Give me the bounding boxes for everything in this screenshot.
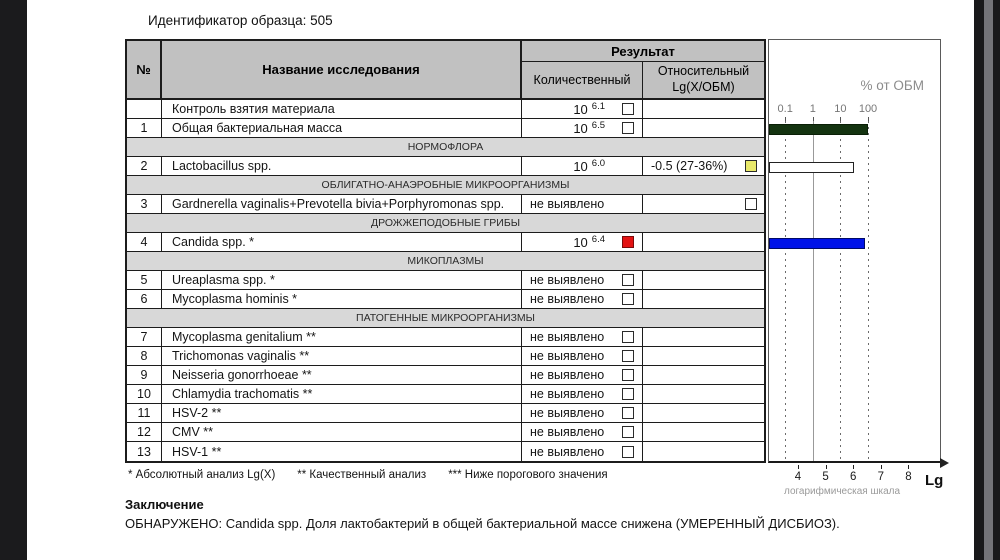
table-row [127, 423, 764, 442]
top-axis-tick-label: 1 [809, 103, 816, 115]
row-num-cell: 11 [127, 404, 162, 422]
row-name-cell: Gardnerella vaginalis+Prevotella bivia+Porphyromonas spp. [162, 195, 522, 213]
bottom-axis [768, 463, 978, 508]
left-dark-strip [0, 0, 27, 560]
row-quant-cell [522, 100, 643, 118]
section-row [127, 176, 764, 195]
row-num-cell [127, 100, 162, 118]
table-row [127, 442, 764, 461]
table-row [127, 347, 764, 366]
table-row [127, 100, 764, 119]
section-row [127, 214, 764, 233]
not-detected-text: не выявлено [530, 330, 605, 344]
row-num-cell: 12 [127, 423, 162, 441]
section-label: НОРМОФЛОРА [407, 141, 484, 153]
section-label: ОБЛИГАТНО-АНАЭРОБНЫЕ МИКРООРГАНИЗМЫ [321, 179, 570, 191]
row-name-cell: Chlamydia trachomatis ** [162, 385, 522, 403]
result-checkbox[interactable] [622, 236, 634, 248]
result-checkbox[interactable] [622, 122, 634, 134]
row-quant-cell [522, 347, 643, 365]
result-checkbox[interactable] [622, 426, 634, 438]
table-row [127, 328, 764, 347]
col-header-relative: Относительный Lg(X/ОБМ) [657, 64, 750, 94]
section-label: ДРОЖЖЕПОДОБНЫЕ ГРИБЫ [370, 217, 521, 229]
col-header-name: Название исследования [162, 41, 522, 98]
col-header-result: Результат [522, 41, 764, 62]
conclusion-title: Заключение [125, 497, 204, 512]
result-checkbox[interactable] [745, 198, 757, 210]
top-axis-tick-label: 10 [834, 103, 847, 115]
axis-tick-label: 8 [905, 471, 912, 483]
row-name-cell: Контроль взятия материала [162, 100, 522, 118]
relative-abundance-chart [768, 39, 941, 463]
result-checkbox[interactable] [622, 446, 634, 458]
row-name-cell: Candida spp. * [162, 233, 522, 251]
row-rel-cell [643, 157, 764, 175]
footnote-item: ** Качественный анализ [297, 469, 427, 481]
row-rel-cell [643, 347, 764, 365]
axis-sublabel: логарифмическая шкала [784, 486, 901, 497]
row-quant-cell [522, 328, 643, 346]
row-quant-cell [522, 366, 643, 384]
bottom-axis-tick [908, 465, 909, 469]
result-checkbox[interactable] [622, 331, 634, 343]
table-row [127, 157, 764, 176]
row-num-cell: 4 [127, 233, 162, 251]
result-checkbox[interactable] [622, 407, 634, 419]
row-rel-cell [643, 290, 764, 308]
row-rel-cell [643, 100, 764, 118]
not-detected-text: не выявлено [530, 273, 605, 287]
row-name-cell: Ureaplasma spp. * [162, 271, 522, 289]
footnotes [128, 469, 630, 481]
quantitative-value: 10 $^{6.4}$ [573, 234, 605, 250]
row-quant-cell [522, 157, 643, 175]
axis-label-lg: Lg [925, 472, 944, 489]
top-axis-tick-label: 100 [858, 103, 878, 115]
row-name-cell: HSV-2 ** [162, 404, 522, 422]
row-quant-cell [522, 290, 643, 308]
row-rel-cell [643, 271, 764, 289]
results-table-rows [127, 100, 764, 461]
result-checkbox[interactable] [622, 350, 634, 362]
section-row [127, 138, 764, 157]
row-name-cell: Mycoplasma hominis * [162, 290, 522, 308]
row-quant-cell [522, 385, 643, 403]
footnote-item: *** Ниже порогового значения [448, 469, 608, 481]
scrollbar-thumb[interactable] [984, 0, 993, 560]
not-detected-text: не выявлено [530, 368, 605, 382]
row-quant-cell [522, 195, 643, 213]
row-num-cell: 10 [127, 385, 162, 403]
bottom-axis-tick [881, 465, 882, 469]
footnote-item: * Абсолютный анализ Lg(X) [128, 469, 276, 481]
col-header-result-group [522, 41, 764, 98]
row-name-cell: HSV-1 ** [162, 442, 522, 461]
row-num-cell: 3 [127, 195, 162, 213]
row-quant-cell [522, 233, 643, 251]
row-quant-cell [522, 404, 643, 422]
axis-tick-label: 6 [849, 471, 857, 483]
row-name-cell: Mycoplasma genitalium ** [162, 328, 522, 346]
result-checkbox[interactable] [622, 369, 634, 381]
row-num-cell: 6 [127, 290, 162, 308]
row-quant-cell [522, 119, 643, 137]
row-rel-cell [643, 233, 764, 251]
result-checkbox[interactable] [622, 274, 634, 286]
table-row [127, 385, 764, 404]
quantitative-value: 10 $^{6.5}$ [573, 120, 605, 136]
result-checkbox[interactable] [745, 160, 757, 172]
gridline [868, 121, 869, 461]
quantitative-value: 10 $^{6.1}$ [573, 101, 605, 117]
row-rel-cell [643, 195, 764, 213]
row-rel-cell [643, 442, 764, 461]
row-num-cell: 8 [127, 347, 162, 365]
row-quant-cell [522, 271, 643, 289]
axis-tick-label: 5 [822, 471, 829, 483]
row-num-cell: 9 [127, 366, 162, 384]
row-num-cell: 5 [127, 271, 162, 289]
row-quant-cell [522, 442, 643, 461]
sample-id-title: Идентификатор образца: 505 [148, 13, 333, 28]
section-label: МИКОПЛАЗМЫ [407, 255, 484, 267]
section-row [127, 309, 764, 328]
row-rel-cell [643, 404, 764, 422]
chart-title: % от ОБМ [860, 78, 924, 93]
table-row [127, 366, 764, 385]
col-header-num: № [127, 41, 162, 98]
chart-bar [769, 238, 865, 249]
top-axis-tick-label: 0.1 [777, 103, 793, 115]
chart-bar [769, 124, 868, 135]
result-checkbox[interactable] [622, 103, 634, 115]
not-detected-text: не выявлено [530, 387, 605, 401]
section-label: ПАТОГЕННЫЕ МИКРООРГАНИЗМЫ [356, 312, 535, 324]
row-rel-cell [643, 385, 764, 403]
conclusion-text: ОБНАРУЖЕНО: Candida spp. Доля лактобактерий в общей бактериальной массе снижена (УМЕРЕННЫЙ ДИСБИОЗ). [125, 516, 840, 531]
table-header [127, 41, 764, 100]
axis-tick-label: 4 [794, 471, 802, 483]
table-row [127, 404, 764, 423]
bottom-axis-tick [826, 465, 827, 469]
not-detected-text: не выявлено [530, 444, 605, 459]
row-num-cell: 13 [127, 442, 162, 461]
row-name-cell: Neisseria gonorrhoeae ** [162, 366, 522, 384]
table-row [127, 290, 764, 309]
row-name-cell: CMV ** [162, 423, 522, 441]
table-row [127, 195, 764, 214]
result-checkbox[interactable] [622, 293, 634, 305]
table-row [127, 233, 764, 252]
not-detected-text: не выявлено [530, 425, 605, 439]
row-quant-cell [522, 423, 643, 441]
row-rel-cell [643, 366, 764, 384]
not-detected-text: не выявлено [530, 349, 605, 363]
chart-bar [769, 162, 854, 173]
row-num-cell: 1 [127, 119, 162, 137]
result-checkbox[interactable] [622, 388, 634, 400]
row-name-cell: Lactobacillus spp. [162, 157, 522, 175]
not-detected-text: не выявлено [530, 292, 605, 306]
quantitative-value: 10 $^{6.0}$ [573, 158, 605, 174]
not-detected-text: не выявлено [530, 197, 605, 211]
table-row [127, 119, 764, 138]
table-row [127, 271, 764, 290]
row-rel-cell [643, 328, 764, 346]
results-table [125, 39, 766, 463]
bottom-axis-tick [798, 465, 799, 469]
bottom-axis-tick [853, 465, 854, 469]
axis-tick-label: 7 [877, 471, 884, 483]
row-num-cell: 7 [127, 328, 162, 346]
right-dark-strip [974, 0, 1000, 560]
col-header-quantitative: Количественный [522, 62, 643, 98]
not-detected-text: не выявлено [530, 406, 605, 420]
row-num-cell: 2 [127, 157, 162, 175]
row-rel-cell [643, 119, 764, 137]
section-row [127, 252, 764, 271]
row-rel-cell [643, 423, 764, 441]
row-name-cell: Общая бактериальная масса [162, 119, 522, 137]
row-name-cell: Trichomonas vaginalis ** [162, 347, 522, 365]
relative-value: -0.5 (27-36%) [651, 159, 728, 173]
